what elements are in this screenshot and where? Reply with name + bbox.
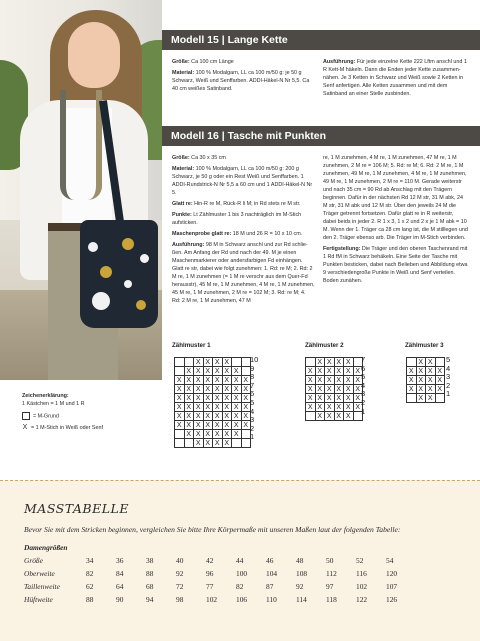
stitch-cell: X [353, 385, 363, 394]
stitch-cell: X [213, 421, 223, 430]
size-table-cell: 114 [296, 595, 307, 604]
size-table-label: Taillenweite [24, 582, 60, 591]
chart-row [175, 376, 251, 385]
chart-row [175, 430, 251, 439]
row-number: 7 [361, 355, 366, 364]
size-table-cell: 84 [116, 569, 124, 578]
size-table-heading: Damengrößen [24, 543, 68, 552]
stitch-cell: X [426, 367, 436, 376]
ground-cell [306, 412, 316, 421]
row-number: 4 [361, 380, 366, 390]
chart-row [175, 439, 251, 448]
stitch-cell: X [353, 394, 363, 403]
row-number: 1 [250, 432, 255, 442]
size-table-cell: 104 [266, 569, 278, 578]
stitch-cell: X [334, 358, 344, 367]
ground-cell [175, 358, 185, 367]
stitch-cell: X [222, 376, 232, 385]
stitch-cell: X [222, 358, 232, 367]
chart-row [306, 358, 363, 367]
chart3-grid [406, 357, 445, 403]
stitch-cell: X [344, 394, 354, 403]
stitch-cell: X [213, 394, 223, 403]
size-table-cell: 94 [146, 595, 154, 604]
stitch-cell: X [241, 421, 251, 430]
row-number: 1 [361, 406, 366, 416]
stitch-cell: X [353, 403, 363, 412]
stitch-cell: X [222, 439, 232, 448]
stitch-cell: X [416, 394, 426, 403]
stitch-cell: X [435, 385, 445, 394]
row-number: 8 [250, 372, 255, 382]
size-table-cell: 82 [86, 569, 94, 578]
size-table [24, 541, 416, 606]
size-table-cell: 77 [206, 582, 214, 591]
stitch-cell: X [315, 367, 325, 376]
stitch-cell: X [416, 367, 426, 376]
paragraph [172, 211, 315, 227]
paragraph [172, 58, 310, 66]
stitch-cell: X [175, 385, 185, 394]
legend-scale: 1 Kästchen = 1 M und 1 R [22, 401, 85, 407]
stitch-cell: X [194, 394, 204, 403]
row-number: 6 [361, 363, 366, 373]
stitch-cell: X [194, 430, 204, 439]
size-table-cell: 120 [386, 569, 398, 578]
legend [22, 392, 162, 432]
size-table-cell: 110 [266, 595, 277, 604]
stitch-cell: X [222, 412, 232, 421]
stitch-cell: X [194, 385, 204, 394]
stitch-cell: X [213, 412, 223, 421]
paragraph-key: Ausführung: [323, 59, 356, 65]
stitch-cell: X [175, 412, 185, 421]
row-number: 6 [250, 389, 255, 399]
paragraph [172, 165, 315, 197]
stitch-cell: X [344, 385, 354, 394]
stitch-cell: X [222, 403, 232, 412]
size-table-cell: 54 [386, 556, 394, 565]
stitch-cell: X [325, 367, 335, 376]
paragraph-key: Glatt re: [172, 201, 193, 207]
ground-cell [435, 394, 445, 403]
stitch-cell: X [416, 385, 426, 394]
chart1-row-numbers [250, 356, 258, 442]
stitch-cell: X [232, 430, 242, 439]
stitch-cell: X [213, 385, 223, 394]
stitch-cell: X [184, 394, 194, 403]
stitch-cell: X [232, 421, 242, 430]
size-table-cell: 90 [116, 595, 124, 604]
chart-row [407, 367, 445, 376]
row-number: 4 [446, 363, 451, 373]
ground-cell [184, 439, 194, 448]
size-table-cell: 87 [266, 582, 274, 591]
row-number: 3 [250, 415, 255, 425]
ground-cell [306, 358, 316, 367]
stitch-cell: X [213, 367, 223, 376]
stitch-cell: X [241, 376, 251, 385]
stitch-cell: X [232, 376, 242, 385]
row-number: 2 [250, 423, 255, 433]
stitch-cell: X [203, 403, 213, 412]
stitch-cell: X [325, 412, 335, 421]
size-table-cell: 42 [206, 556, 214, 565]
paragraph-text: Ca 100 cm Länge [189, 59, 234, 65]
stitch-cell: X [203, 376, 213, 385]
stitch-cell: X [416, 358, 426, 367]
stitch-cell: X [306, 385, 316, 394]
stitch-cell: X [194, 412, 204, 421]
paragraph [323, 58, 468, 98]
stitch-cell: X [194, 421, 204, 430]
stitch-cell: X [315, 412, 325, 421]
size-table-cell: 102 [356, 582, 368, 591]
paragraph-key: Material: [172, 70, 195, 76]
chart-row [306, 376, 363, 385]
stitch-cell: X [344, 358, 354, 367]
stitch-cell: X [325, 376, 335, 385]
stitch-cell: X [203, 358, 213, 367]
stitch-cell: X [184, 385, 194, 394]
stitch-cell: X [222, 430, 232, 439]
stitch-cell: X [325, 394, 335, 403]
stitch-cell: X [334, 376, 344, 385]
stitch-cell: X [315, 385, 325, 394]
stitch-cell: X [334, 385, 344, 394]
stitch-cell: X [175, 403, 185, 412]
stitch-cell: X [344, 376, 354, 385]
size-table-cell: 102 [206, 595, 218, 604]
chart-row [175, 385, 251, 394]
paragraph [172, 241, 315, 305]
chart2-grid [305, 355, 366, 421]
stitch-cell: X [203, 394, 213, 403]
chart-row [306, 394, 363, 403]
size-table-row [24, 593, 416, 606]
size-table-cell: 68 [146, 582, 154, 591]
size-table-cell: 122 [356, 595, 368, 604]
stitch-cell: X [184, 430, 194, 439]
size-table-cell: 50 [326, 556, 334, 565]
size-table-cell: 46 [266, 556, 274, 565]
ground-cell [175, 367, 185, 376]
stitch-cell: X [306, 376, 316, 385]
stitch-cell: X [194, 367, 204, 376]
stitch-cell: X [232, 367, 242, 376]
size-table-cell: 44 [236, 556, 244, 565]
stitch-cell: X [203, 385, 213, 394]
row-number: 2 [446, 380, 451, 390]
stitch-cell: X [203, 421, 213, 430]
stitch-cell: X [344, 412, 354, 421]
chart-row [175, 394, 251, 403]
paragraph [172, 69, 310, 93]
stitch-cell: X [184, 376, 194, 385]
legend-title: Zeichenerklärung: [22, 393, 69, 399]
ground-cell [232, 439, 242, 448]
stitch-cell: X [435, 376, 445, 385]
stitch-cell: X [175, 376, 185, 385]
chart1-title: Zählmuster 1 [172, 342, 211, 349]
stitch-cell: X [213, 403, 223, 412]
paragraph-key: Ausführung: [172, 242, 205, 248]
stitch-cell: X [241, 412, 251, 421]
paragraph [172, 200, 315, 208]
stitch-cell: X [184, 403, 194, 412]
stitch-cell: X [334, 367, 344, 376]
stitch-cell: X [203, 439, 213, 448]
stitch-cell: X [222, 394, 232, 403]
model15-header: Modell 15 | Lange Kette [162, 30, 480, 50]
chart-row [306, 403, 363, 412]
size-table-cell: 64 [116, 582, 124, 591]
paragraph-text: Lt Zählmuster 1 bis 3 nachträglich im M-Stich aufsticken. [172, 212, 302, 226]
stitch-cell: X [325, 403, 335, 412]
chart3-title: Zählmuster 3 [405, 342, 444, 349]
model15-right-text [323, 58, 468, 101]
paragraph-key: Fertigstellung: [323, 246, 361, 252]
stitch-cell: X [241, 403, 251, 412]
size-table-cell: 98 [176, 595, 184, 604]
size-table-cell: 107 [386, 582, 398, 591]
photo-necklace [60, 90, 102, 200]
stitch-cell: X [203, 412, 213, 421]
size-table-label: Hüftweite [24, 595, 53, 604]
ground-cell [435, 358, 445, 367]
size-table-cell: 118 [326, 595, 337, 604]
size-table-cell: 82 [236, 582, 244, 591]
cross-stitch-icon: X [22, 424, 28, 431]
stitch-cell: X [315, 376, 325, 385]
row-number: 5 [361, 372, 366, 382]
stitch-cell: X [426, 358, 436, 367]
stitch-cell: X [203, 367, 213, 376]
stitch-cell: X [232, 394, 242, 403]
model16-header: Modell 16 | Tasche mit Punkten [162, 126, 480, 146]
stitch-cell: X [184, 367, 194, 376]
paragraph-text: 98 M in Schwarz anschl und zur Rd schließen. Am Anfang der Rd und nach der 49. M je einen Maschenmarkierer oder andersfarbigen Fd einhängen. Glatt re str, dabei wie folgt zunehmen: 1. Rd: re M; 2. Rd: 2 M re, 1 M zunehmen (= 1 M re verschr aus dem Quer-Fd herausstr), 45 M re, 1 M zunehmen, 4 M re, 1 M zunehmen, 45 M re, 1 M zunehmen, 2 M re = 102 M; 3. Rd: re M; 4. Rd: 2 M re, 1 M zunehmen, 47 M [172, 242, 315, 304]
size-table-cell: 62 [86, 582, 94, 591]
size-table-cell: 112 [326, 569, 337, 578]
stitch-cell: X [344, 403, 354, 412]
paragraph-key: Maschenprobe glatt re: [172, 231, 232, 237]
ground-cell [407, 394, 417, 403]
stitch-cell: X [334, 403, 344, 412]
stitch-cell: X [435, 367, 445, 376]
size-table-cell: 72 [176, 582, 184, 591]
stitch-cell: X [353, 367, 363, 376]
stitch-cell: X [175, 394, 185, 403]
size-table-cell: 116 [356, 569, 367, 578]
stitch-cell: X [315, 394, 325, 403]
stitch-cell: X [194, 403, 204, 412]
stitch-cell: X [407, 385, 417, 394]
stitch-cell: X [344, 367, 354, 376]
empty-square-icon [22, 412, 30, 420]
row-number: 2 [361, 397, 366, 407]
paragraph [172, 154, 315, 162]
legend-item-stitch: X = 1 M-Stich in Weiß oder Senf [22, 424, 103, 432]
stitch-cell: X [194, 358, 204, 367]
row-number: 5 [446, 355, 451, 364]
size-table-cell: 48 [296, 556, 304, 565]
ground-cell [184, 358, 194, 367]
size-table-cell: 52 [356, 556, 364, 565]
chart2-row-numbers [361, 356, 365, 416]
size-table-cell: 126 [386, 595, 398, 604]
paragraph-text: 18 M und 26 R = 10 x 10 cm. [231, 231, 303, 237]
size-table-cell: 88 [86, 595, 94, 604]
masstabelle-intro: Bevor Sie mit dem Stricken beginnen, vergleichen Sie bitte Ihre Körpermaße mit unseren Maßen laut der folgenden Tabelle: [24, 525, 401, 534]
stitch-cell: X [175, 421, 185, 430]
paragraph-text: 100 % Modalgarn, LL ca 100 m/50 g: je 50 g Schwarz, Weiß und Senffarben. ADDI-Häkel-N Nr 5,5. Ca 40 cm weißes Satinband. [172, 70, 310, 92]
size-table-cell: 92 [296, 582, 304, 591]
size-table-cell: 88 [146, 569, 154, 578]
stitch-cell: X [222, 421, 232, 430]
stitch-cell: X [306, 403, 316, 412]
stitch-cell: X [241, 394, 251, 403]
model-photo [0, 0, 162, 380]
paragraph-key: Größe: [172, 155, 190, 161]
stitch-cell: X [194, 376, 204, 385]
size-table-cell: 92 [176, 569, 184, 578]
size-table-cell: 40 [176, 556, 184, 565]
stitch-cell: X [334, 412, 344, 421]
ground-cell [232, 358, 242, 367]
stitch-cell: X [213, 358, 223, 367]
stitch-cell: X [184, 412, 194, 421]
stitch-cell: X [315, 403, 325, 412]
chart-row [175, 367, 251, 376]
paragraph-text: re, 1 M zunehmen, 4 M re, 1 M zunehmen, 47 M re, 1 M zunehmen, 2 M re = 106 M; 5. Rd: re M; 6. Rd: 2 M re, 1 M zunehmen, 49 M re, 1 M zunehmen, 4 M re, 1 M zunehmen, 49 M re, 1 M zunehmen, 2 M re = 110 M. Gerade weiterstr und nach 35 cm = 90 Rd ab Anschlag mit den Trägern beginnen. Dafür in der nächsten Rd 12 M str, 31 M abk, 24 M str, 31 M abk und 12 M str. Über den jeweils 24 M die Träger getrennt fortsetzen. Dafür glatt re in R weiterstr, dabei beids in jeder 2. R 1 x 3, 1 x 2 und 2 x je 1 M abk = 10 M. Wenn der 1. Träger ca 28 cm lang ist, die M stilllegen und den 2. Träger ebenso arb. Die Träger im M-Stich verbinden. [323, 155, 468, 241]
legend-item-ground: = M-Grund [22, 412, 162, 420]
ground-cell [175, 430, 185, 439]
chart-row [306, 412, 363, 421]
stitch-cell: X [241, 385, 251, 394]
stitch-cell: X [222, 367, 232, 376]
chart-row [407, 376, 445, 385]
stitch-cell: X [213, 439, 223, 448]
paragraph-text: Ca 30 x 35 cm [189, 155, 226, 161]
chart2-title: Zählmuster 2 [305, 342, 344, 349]
paragraph-text: Für jede einzelne Kette 222 Lftm anschl und 1 R Kett-M häkeln. Dann die Enden jeder Kette zusammennähen. Je 3 Ketten in Schwarz und Weiß sowie 2 Ketten in Senf anfertigen. Alle Ketten zusammen und mit dem Satinband an einer Stelle zusbinden. [323, 59, 467, 97]
row-number: 5 [250, 397, 255, 407]
row-number: 3 [361, 389, 366, 399]
size-table-cell: 106 [236, 595, 248, 604]
paragraph [172, 230, 315, 238]
stitch-cell: X [306, 367, 316, 376]
stitch-cell: X [416, 376, 426, 385]
row-number: 9 [250, 363, 255, 373]
size-table-row [24, 567, 416, 580]
size-table-cell: 34 [86, 556, 94, 565]
row-number: 1 [446, 389, 451, 399]
paragraph [323, 154, 468, 242]
size-table-cell: 100 [236, 569, 248, 578]
size-table-cell: 108 [296, 569, 308, 578]
ground-cell [407, 358, 417, 367]
stitch-cell: X [426, 376, 436, 385]
size-table-cell: 36 [116, 556, 124, 565]
stitch-cell: X [213, 376, 223, 385]
row-number: 3 [446, 372, 451, 382]
chart3-row-numbers [446, 356, 450, 399]
stitch-cell: X [426, 385, 436, 394]
model16-right-text [323, 154, 468, 288]
size-table-row [24, 580, 416, 593]
chart-row [175, 412, 251, 421]
stitch-cell: X [334, 394, 344, 403]
stitch-cell: X [213, 430, 223, 439]
row-number: 10 [250, 355, 259, 364]
stitch-cell: X [315, 358, 325, 367]
model16-left-text [172, 154, 315, 308]
paragraph-key: Material: [172, 166, 195, 172]
chart-row [407, 358, 445, 367]
stitch-cell: X [325, 385, 335, 394]
chart-row [407, 385, 445, 394]
model15-left-text [172, 58, 310, 96]
stitch-cell: X [353, 376, 363, 385]
size-table-cell: 38 [146, 556, 154, 565]
paragraph-key: Größe: [172, 59, 190, 65]
stitch-cell: X [426, 394, 436, 403]
chart-row [306, 367, 363, 376]
stitch-cell: X [203, 430, 213, 439]
paragraph [323, 245, 468, 285]
stitch-cell: X [194, 439, 204, 448]
stitch-cell: X [232, 403, 242, 412]
size-table-cell: 97 [326, 582, 334, 591]
chart1-grid [174, 357, 251, 448]
row-number: 7 [250, 380, 255, 390]
chart-row [407, 394, 445, 403]
photo-dotted-bag [80, 220, 158, 328]
size-table-row [24, 554, 416, 567]
stitch-cell: X [232, 385, 242, 394]
stitch-cell: X [232, 412, 242, 421]
stitch-cell: X [407, 376, 417, 385]
stitch-cell: X [222, 385, 232, 394]
stitch-cell: X [306, 394, 316, 403]
paragraph-text: Hin-R re M, Rück-R li M; in Rd stets re M str. [192, 201, 301, 207]
masstabelle-section [0, 480, 480, 641]
size-table-label: Größe [24, 556, 43, 565]
chart-row [175, 358, 251, 367]
paragraph-text: Die Träger und den oberen Taschenrand mit 1 Rd fM in Schwarz behäkeln. Eine Seite der Tasche mit Punkten besticken, dabei nach Belieben und Abbildung etwa 9 verschiedengroße Punkte in Weiß und Senf verteilen. Boden zunähen. [323, 246, 468, 284]
size-table-cell: 96 [206, 569, 214, 578]
chart-row [175, 421, 251, 430]
chart-row [175, 403, 251, 412]
stitch-cell: X [184, 421, 194, 430]
stitch-cell: X [407, 367, 417, 376]
stitch-cell: X [325, 358, 335, 367]
size-table-label: Oberweite [24, 569, 55, 578]
paragraph-text: 100 % Modalgarn, LL ca 100 m/50 g: 200 g Schwarz, je 50 g oder ein Rest Weiß und Senffarben. 1 ADDI-Rundstrick-N Nr 5,5 a 60 cm und 1 ADDI-Häkel-N Nr 5. [172, 166, 313, 196]
photo-model-face [68, 22, 120, 88]
paragraph-key: Punkte: [172, 212, 192, 218]
row-number: 4 [250, 406, 255, 416]
ground-cell [175, 439, 185, 448]
chart-row [306, 385, 363, 394]
masstabelle-title: MASSTABELLE [24, 501, 129, 516]
